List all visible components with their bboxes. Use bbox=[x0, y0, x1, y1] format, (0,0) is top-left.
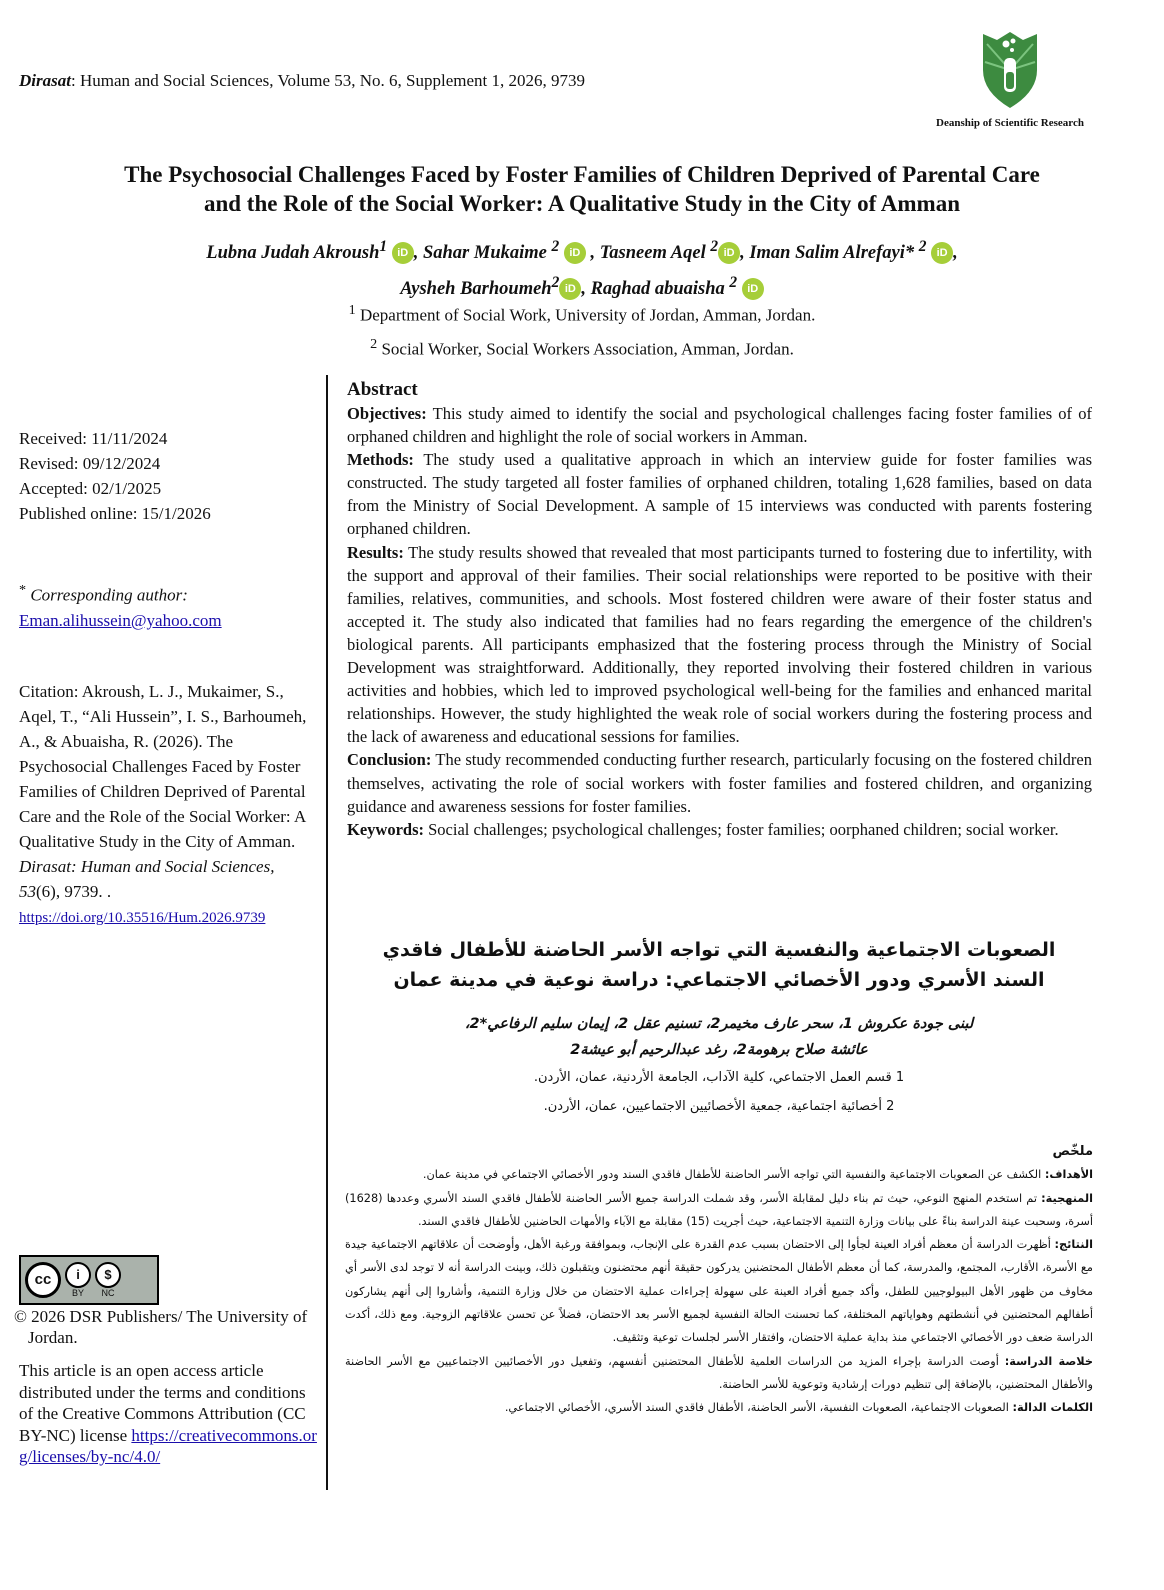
orcid-icon[interactable]: iD bbox=[742, 278, 764, 300]
citation-text: Citation: Akroush, L. J., Mukaimer, S., Aqel, T., “Ali Hussein”, I. S., Barhoumeh, A., & Abuaisha, R. (2026). The Psychosocial Challenges Faced by Foster Families of Children Deprived of Parental Care and the Role of the Social Worker: A Qualitative Study in the City of Amman. bbox=[19, 682, 307, 851]
nc-icon: $ bbox=[95, 1262, 121, 1288]
arabic-results bbox=[345, 1233, 1093, 1349]
section-label: النتائج: bbox=[1054, 1238, 1093, 1252]
abstract-conclusion bbox=[347, 748, 1092, 817]
received-date: Received: 11/11/2024 bbox=[19, 429, 168, 448]
arabic-authors-line-2: عائشة صلاح برهومة2، رغد عبدالرحيم أبو عيشة2 bbox=[570, 1042, 868, 1058]
arabic-methods bbox=[345, 1187, 1093, 1234]
arabic-authors bbox=[345, 1011, 1093, 1063]
section-text: This study aimed to identify the social and psychological challenges facing foster families of of orphaned children and highlight the role of social workers in Amman. bbox=[347, 404, 1092, 447]
accepted-date: Accepted: 02/1/2025 bbox=[19, 479, 162, 498]
arabic-conclusion bbox=[345, 1350, 1093, 1397]
section-text: The study results showed that revealed that most participants turned to fostering due to infertility, with the support and approval of their families. Their social relationships were reported to be positive with their families, relatives, communities, and schools. Most fostered children were aware of their foster status and accepted it. The study also indicated that families had no fears regarding the emergence of the children's biological parents. All participants emphasized that the fostering process through the Ministry of Social Development was straightforward. Additionally, they reported involving their fostered children in various activities and hobbies, which led to improved psychological well-being for the families and enhanced marital relationships. However, the study highlighted the weak role of social workers during the fostering process and the lack of awareness and educational sessions for families. bbox=[347, 542, 1092, 747]
cc-license-badge[interactable] bbox=[19, 1255, 159, 1305]
doi-link[interactable]: https://doi.org/10.35516/Hum.2026.9739 bbox=[19, 910, 266, 926]
author-name: Aysheh Barhoumeh bbox=[400, 279, 552, 300]
copyright: © 2026 DSR Publishers/ The University of Jordan. bbox=[14, 1307, 308, 1347]
arabic-keywords bbox=[345, 1396, 1093, 1419]
abstract-keywords bbox=[347, 818, 1092, 841]
arabic-affiliations bbox=[345, 1063, 1093, 1121]
author-sup: 2 bbox=[551, 238, 560, 255]
corresponding-author bbox=[19, 578, 319, 633]
author-name: Raghad abuaisha bbox=[590, 279, 725, 300]
section-label: Keywords: bbox=[347, 819, 424, 839]
section-text: أظهرت الدراسة أن معظم أفراد العينة لجأوا إلى الاحتضان بسبب عدم القدرة على الإنجاب، وبموافقة ورغبة الأهل، وأوضحت أن علاقاتهم الاجتماعية جيدة مع الأسرة، الأقارب، المجتمع، والمدرسة، كما أن معظم الأطفال المحتضنين يدركون حقيقة أنهم محتضنون ويتقبلون ذلك، وبينت الدراسة أنه لا توجد لدى الأسر أي مخاوف من ظهور الأهل البيولوجيين للطفل، وأكد جميع أفراد العينة على سهولة إجراءات عملية الاحتضان من خلال وزارة التنمية، وأشاروا إلى أنهم يشاركون أطفالهم المحتضنين في أنشطتهم وهواياتهم المختلفة، كما تحسنت الحالة النفسية لجميع الأسر بعد الاحتضان، فضلاً عن تحسن علاقاتهم الزوجية. ومع ذلك، أكدت الدراسة ضعف دور الأخصائي الاجتماعي منذ بداية عملية الاحتضان، وافتقار الأسر لجلسات توعية وتثقيف. bbox=[345, 1238, 1093, 1345]
section-text: The study used a qualitative approach in which an interview guide for foster families was constructed. The study targeted all foster families of orphaned children, totaling 1,628 families, based on data from the Ministry of Social Development. A sample of 15 interviews was conducted with parents fostering orphaned children. bbox=[347, 450, 1092, 539]
section-text: تم استخدم المنهج النوعي، حيث تم بناء دليل لمقابلة الأسر، وقد شملت الدراسة جميع الأسر الحاضنة للأطفال فاقدي السند الأسري وعددها (1628) أسرة، وسحبت عينة الدراسة بناءً على بيانات وزارة التنمية الاجتماعية، حيث أجريت (15) مقابلة مع الآباء والأمهات الحاضنين للأطفال فاقدي السند. bbox=[345, 1191, 1093, 1228]
paper-title bbox=[40, 160, 1124, 218]
by-label: BY bbox=[71, 1288, 84, 1298]
citation-journal: Dirasat: Human and Social Sciences bbox=[19, 857, 271, 876]
section-text: الكشف عن الصعوبات الاجتماعية والنفسية التي تواجه الأسر الحاضنة للأطفال فاقدي السند ودور الأخصائي الاجتماعي في مدينة عمان. bbox=[422, 1168, 1045, 1182]
author-name: Tasneem Aqel bbox=[599, 243, 706, 264]
cc-icon: cc bbox=[25, 1262, 61, 1298]
arabic-affiliation: 1 قسم العمل الاجتماعي، كلية الآداب، الجامعة الأردنية، عمان، الأردن. bbox=[533, 1070, 905, 1085]
author-list: Lubna Judah Akroush$^1$ iD , Sahar Mukaime $^2$ iD , Tasneem Aqel $^2$ iD , Iman Salim Alrefayi* $^2$ iD , Aysheh Barhoumeh$^2$ iD , Raghad abuaisha $^2$ iD bbox=[206, 238, 958, 300]
title-line-1: The Psychosocial Challenges Faced by Foster Families of Children Deprived of Parental Care bbox=[124, 162, 1040, 187]
abstract-heading: Abstract bbox=[347, 379, 418, 400]
orcid-icon[interactable]: iD bbox=[931, 242, 953, 264]
section-text: الصعوبات الاجتماعية، الصعوبات النفسية، الأسر الحاضنة، الأطفال فاقدي السند الأسري، الأخصائي الاجتماعي. bbox=[504, 1401, 1013, 1415]
arabic-abstract-heading: ملخّص bbox=[1052, 1144, 1093, 1159]
affiliation: Social Worker, Social Workers Association, Amman, Jordan. bbox=[381, 339, 794, 359]
by-icon: i bbox=[65, 1262, 91, 1288]
nc-label: NC bbox=[101, 1288, 115, 1298]
abstract bbox=[347, 378, 1092, 841]
dsr-logo bbox=[935, 30, 1085, 129]
author-name: Lubna Judah Akroush bbox=[206, 243, 380, 264]
journal-details: : Human and Social Sciences, Volume 53, No. 6, Supplement 1, 2026, 9739 bbox=[70, 71, 586, 90]
abstract-objectives bbox=[347, 402, 1092, 448]
logo-caption: Deanship of Scientific Research bbox=[936, 117, 1084, 129]
author-sup: 2 bbox=[551, 274, 560, 292]
affiliation: Department of Social Work, University of Jordan, Amman, Jordan. bbox=[359, 305, 816, 325]
journal-header bbox=[19, 71, 585, 91]
section-label: الكلمات الدالة: bbox=[1012, 1401, 1093, 1415]
arabic-affiliation: 2 أخصائية اجتماعية، جمعية الأخصائيين الاجتماعيين، عمان، الأردن. bbox=[543, 1099, 895, 1114]
section-label: Methods: bbox=[347, 450, 414, 470]
section-label: المنهجية: bbox=[1041, 1191, 1093, 1205]
orcid-icon[interactable]: iD bbox=[392, 242, 414, 264]
affil-sup: 1 bbox=[348, 302, 356, 318]
orcid-icon[interactable]: iD bbox=[718, 242, 740, 264]
arabic-objectives bbox=[345, 1163, 1093, 1186]
author-name: Iman Salim Alrefayi* bbox=[749, 243, 915, 264]
section-label: خلاصة الدراسة: bbox=[1004, 1354, 1093, 1368]
affiliations bbox=[60, 296, 1104, 363]
orcid-icon[interactable]: iD bbox=[564, 242, 586, 264]
section-text: Social challenges; psychological challenges; foster families; oorphaned children; social worker. bbox=[424, 819, 1059, 839]
orcid-icon[interactable]: iD bbox=[559, 278, 581, 300]
section-label: Results: bbox=[347, 542, 404, 562]
license-statement: This article is an open access article distributed under the terms and conditions of the Creative Commons Attribution (CC BY-NC) license bbox=[19, 1361, 306, 1445]
section-label: Objectives: bbox=[347, 404, 427, 423]
arabic-authors-line-1: لبنى جودة عكروش 1، سحر عارف مخيمر2، تسنيم عقل 2، إيمان سليم الرفاعي*2، bbox=[464, 1016, 974, 1032]
section-text: The study recommended conducting further research, particularly focusing on the fostered children themselves, activating the role of social workers with foster families and fostered children, and organizing guidance and awareness sessions for foster families. bbox=[347, 750, 1092, 816]
section-label: Conclusion: bbox=[347, 750, 432, 770]
author-name: Sahar Mukaime bbox=[422, 243, 547, 264]
arabic-section bbox=[345, 935, 1093, 1415]
section-text: أوصت الدراسة بإجراء المزيد من الدراسات العلمية للأطفال المحتضنين أنفسهم، وتفعيل دور الأخصائيين الاجتماعيين مع الأسر الحاضنة والأطفال المحتضنين، بالإضافة إلى تنظيم دورات إرشادية وتوعوية للأسر الحاضنة. bbox=[345, 1354, 1093, 1391]
star: * bbox=[19, 582, 27, 598]
affil-sup: 2 bbox=[370, 335, 378, 352]
column-divider bbox=[326, 375, 328, 1490]
arabic-title: الصعوبات الاجتماعية والنفسية التي تواجه الأسر الحاضنة للأطفال فاقدي السند الأسري ودور الأخصائي الاجتماعي: دراسة نوعية في مدينة عمان bbox=[382, 939, 1056, 991]
abstract-results bbox=[347, 541, 1092, 749]
citation-rest: (6), 9739. . bbox=[36, 882, 112, 901]
published-date: Published online: 15/1/2026 bbox=[19, 504, 211, 523]
journal-name: Dirasat bbox=[19, 71, 71, 90]
license-link[interactable]: https://creativecommons.org/licenses/by-nc/4.0/ bbox=[19, 1425, 317, 1466]
email-link[interactable]: Eman.alihussein@yahoo.com bbox=[19, 610, 222, 630]
abstract-methods bbox=[347, 448, 1092, 540]
author-sup: 1 bbox=[379, 238, 388, 255]
author-sup: 2 bbox=[710, 238, 719, 255]
citation-volume: , 53 bbox=[19, 857, 275, 901]
corresponding-label: Corresponding author: bbox=[30, 585, 188, 605]
citation bbox=[19, 679, 319, 931]
author-sup: 2 bbox=[918, 238, 927, 255]
author-sup: 2 bbox=[729, 274, 738, 292]
arabic-abstract bbox=[345, 1140, 1093, 1420]
license-text bbox=[19, 1360, 319, 1468]
revised-date: Revised: 09/12/2024 bbox=[19, 454, 161, 473]
section-label: الأهداف: bbox=[1044, 1168, 1093, 1182]
article-dates bbox=[19, 426, 319, 526]
shield-logo-icon bbox=[979, 30, 1041, 110]
title-line-2: and the Role of the Social Worker: A Qualitative Study in the City of Amman bbox=[203, 191, 961, 216]
